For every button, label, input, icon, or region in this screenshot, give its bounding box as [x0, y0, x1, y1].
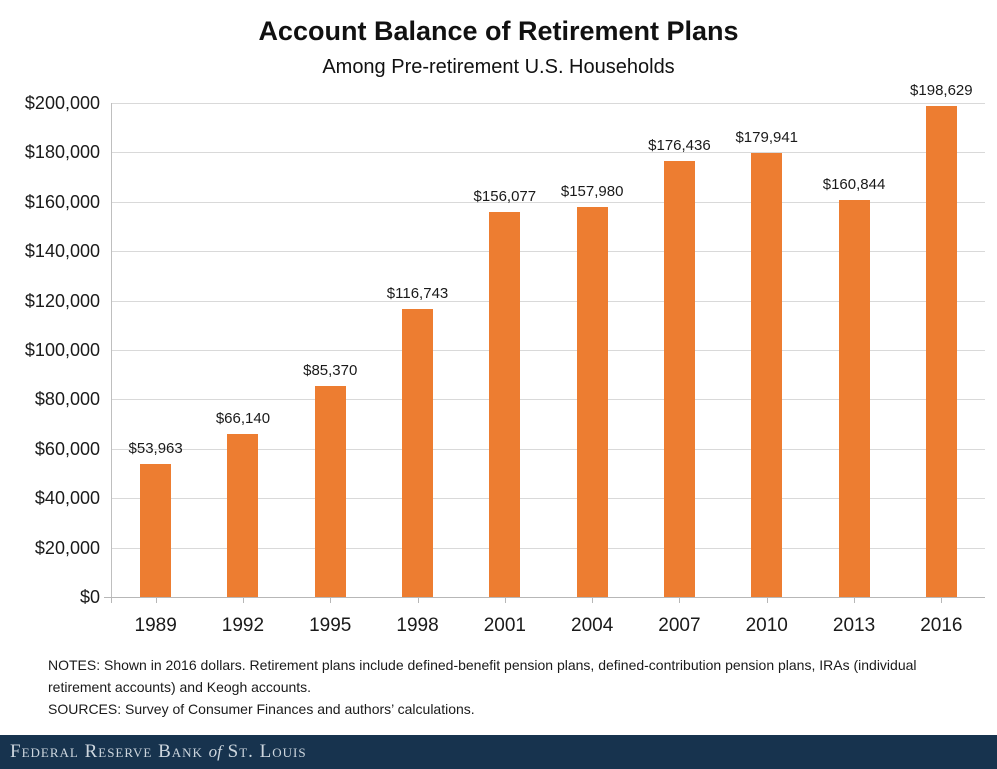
x-axis-origin-tick	[111, 597, 112, 603]
bar-2013	[839, 200, 870, 597]
x-axis-line	[104, 597, 985, 598]
x-axis-tick	[243, 597, 244, 603]
x-axis-tick	[418, 597, 419, 603]
y-axis-tick-label: $140,000	[24, 241, 100, 262]
y-axis-tick-label: $0	[79, 587, 100, 607]
x-axis-tick-label: 2010	[745, 615, 788, 636]
bar-group-2007	[636, 103, 723, 636]
bar-value-label: $85,370	[303, 362, 358, 380]
y-axis-tick-label: $60,000	[34, 438, 100, 459]
footer-brand-city: St. Louis	[227, 741, 307, 762]
bar-value-label: $156,077	[473, 187, 537, 205]
x-axis-tick	[767, 597, 768, 603]
x-axis-tick-label: 2007	[658, 615, 701, 636]
x-axis-tick-label: 2001	[483, 615, 526, 636]
bar-value-label: $179,941	[735, 128, 799, 146]
bar-2001	[489, 212, 520, 598]
y-axis-tick-label: $180,000	[24, 142, 100, 163]
bar-value-label: $198,629	[910, 82, 973, 100]
y-axis-tick-label: $80,000	[34, 389, 100, 410]
x-axis-tick	[330, 597, 331, 603]
sources-text: SOURCES: Survey of Consumer Finances and authors’ calculations.	[48, 701, 475, 717]
y-axis-tick-label: $40,000	[34, 488, 100, 509]
bar-group-1992	[199, 103, 286, 636]
bar-1989	[140, 464, 171, 597]
x-axis-tick	[941, 597, 942, 603]
bar-group-2013	[810, 103, 897, 636]
bar-2016	[926, 106, 957, 597]
bar-group-2010	[723, 103, 810, 636]
x-axis-tick	[505, 597, 506, 603]
bar-value-label: $160,844	[822, 175, 886, 193]
bar-value-label: $53,963	[128, 439, 183, 457]
bar-value-label: $66,140	[215, 409, 271, 427]
footer-bar	[0, 735, 997, 769]
bar-group-1989	[112, 103, 199, 636]
y-axis-tick-label: $120,000	[24, 290, 100, 311]
bar-value-label: $176,436	[648, 137, 711, 155]
bar-2007	[664, 161, 695, 597]
y-axis	[0, 93, 100, 607]
y-axis-tick-label: $20,000	[34, 537, 100, 558]
y-axis-tick-label: $200,000	[24, 93, 100, 113]
x-axis-tick-label: 2016	[920, 615, 963, 636]
x-axis-tick-label: 1989	[134, 615, 177, 636]
bar-1998	[402, 309, 433, 597]
bar-value-label: $116,743	[386, 284, 449, 302]
chart-title: Account Balance of Retirement Plans	[258, 16, 739, 46]
bar-1992	[227, 434, 258, 597]
bar-group-1998	[374, 103, 461, 636]
x-axis-tick-label: 1995	[309, 615, 352, 636]
footer-brand	[0, 735, 997, 768]
notes-block	[48, 654, 960, 720]
footer-brand-name: Federal Reserve Bank	[10, 741, 203, 762]
y-axis-tick-label: $100,000	[24, 340, 100, 360]
bar-group-2004	[549, 103, 636, 636]
x-axis-tick-label: 2004	[571, 615, 614, 636]
x-axis-tick	[592, 597, 593, 603]
x-axis-tick	[156, 597, 157, 603]
x-axis-tick	[854, 597, 855, 603]
footer-brand-of: of	[208, 742, 222, 761]
bar-2010	[751, 153, 782, 597]
x-axis-tick	[679, 597, 680, 603]
chart-subtitle: Among Pre-retirement U.S. Households	[322, 56, 675, 78]
notes-text: NOTES: Shown in 2016 dollars. Retirement plans include defined-benefit pension plans, defined-contribution pension plans, IRAs (individual retirement accounts) and Keogh accounts.	[48, 657, 917, 695]
bar-value-label: $157,980	[560, 182, 624, 200]
x-axis-tick-label: 1998	[396, 615, 439, 636]
bar-2004	[577, 207, 608, 597]
bar-group-2016	[898, 82, 985, 636]
plot-area	[112, 82, 985, 636]
y-axis-tick-label: $160,000	[24, 191, 100, 212]
bar-group-1995	[287, 103, 374, 636]
bar-group-2001	[461, 103, 548, 636]
x-axis-tick-label: 1992	[221, 615, 265, 636]
bar-1995	[315, 386, 346, 597]
x-axis-tick-label: 2013	[832, 615, 876, 636]
